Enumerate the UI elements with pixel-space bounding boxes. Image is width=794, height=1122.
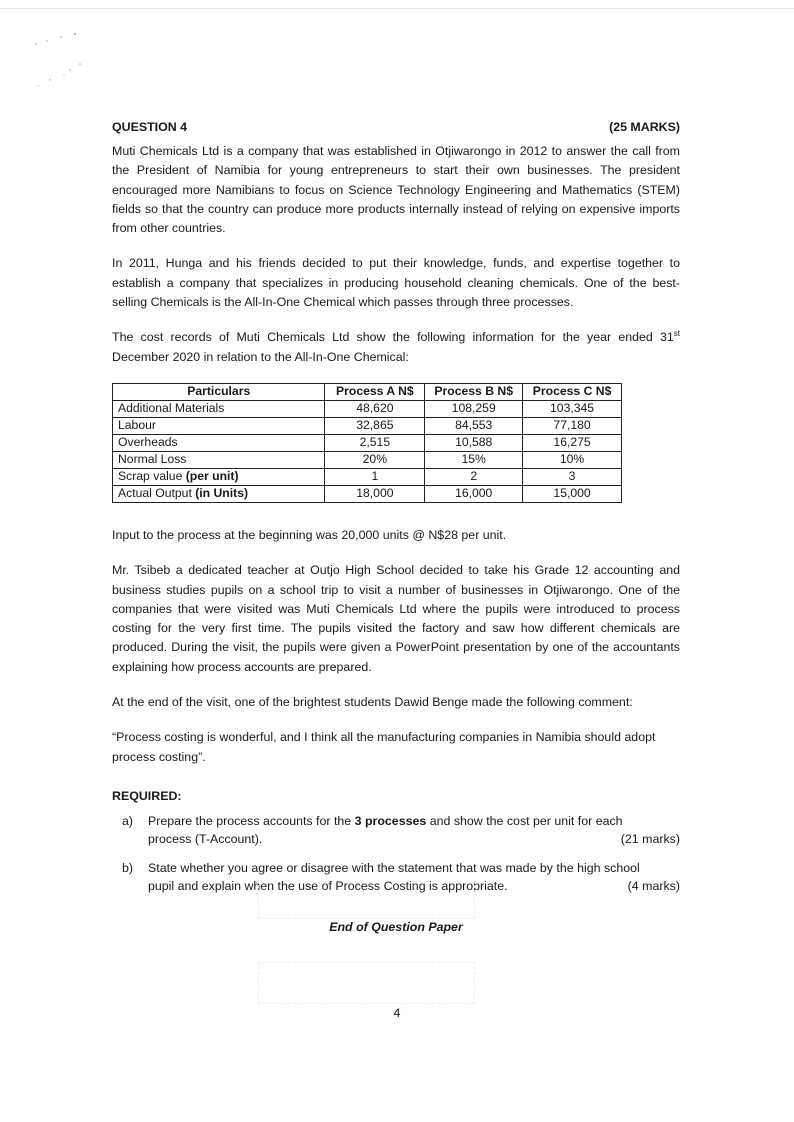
process-a-value: 1 <box>325 468 425 485</box>
item-letter: a) <box>122 813 134 828</box>
faint-stamp-mark <box>258 962 475 1004</box>
table-row <box>113 468 622 485</box>
table-row <box>113 417 622 434</box>
process-b-value: 108,259 <box>425 400 523 417</box>
process-a-value: 20% <box>325 451 425 468</box>
row-label: Normal Loss <box>113 451 325 468</box>
table-row <box>113 434 622 451</box>
process-c-value: 77,180 <box>523 417 622 434</box>
header-process-a: Process A N$ <box>325 383 425 400</box>
process-a-value: 2,515 <box>325 434 425 451</box>
cost-records-text: The cost records of Muti Chemicals Ltd show the following information for the year ended 31 <box>112 330 674 345</box>
process-a-value: 18,000 <box>325 485 425 502</box>
page-number: 4 <box>393 1006 401 1020</box>
end-of-paper: End of Question Paper <box>329 919 463 934</box>
process-c-value: 16,275 <box>523 434 622 451</box>
question-title: QUESTION 4 <box>112 120 188 134</box>
table-header-row <box>113 383 622 400</box>
paragraph-founders: In 2011, Hunga and his friends decided to put their knowledge, funds, and expertise together to establish a company that specializes in producing household cleaning chemicals. One of the best-selling Chemicals is the All-In-One Chemical which passes through three processes. <box>112 256 680 310</box>
table-row <box>113 400 622 417</box>
paragraph-input: Input to the process at the beginning was 20,000 units @ N$28 per unit. <box>112 527 507 542</box>
paragraph-company-background: Muti Chemicals Ltd is a company that was established in Otjiwarongo in 2012 to answer the call from the President of Namibia for young entrepreneurs to start their own businesses. The president encouraged more Namibians to focus on Science Technology Engineering and Mathematics (STEM) fields so that the country can produce more products internally instead of relying on expensive imports from other countries. <box>112 144 680 236</box>
required-title: REQUIRED: <box>112 788 182 803</box>
table-row <box>113 485 622 502</box>
process-cost-table <box>112 383 622 503</box>
process-b-value: 10,588 <box>425 434 523 451</box>
process-b-value: 16,000 <box>425 485 523 502</box>
item-b-marks: (4 marks) <box>627 879 680 894</box>
process-a-value: 32,865 <box>325 417 425 434</box>
row-label: Actual Output (in Units) <box>113 485 325 502</box>
table-row <box>113 451 622 468</box>
question-header <box>112 120 680 134</box>
paragraph-cost-records <box>112 328 680 367</box>
process-b-value: 84,553 <box>425 417 523 434</box>
item-letter: b) <box>122 860 134 875</box>
question-marks: (25 MARKS) <box>609 120 680 134</box>
row-label: Overheads <box>113 434 325 451</box>
header-particulars: Particulars <box>113 383 325 400</box>
ordinal-suffix: st <box>673 329 680 339</box>
row-label: Scrap value (per unit) <box>113 468 325 485</box>
question-content <box>112 120 680 934</box>
process-c-value: 10% <box>523 451 622 468</box>
faint-stamp-mark <box>258 880 475 919</box>
item-a-line1: Prepare the process accounts for the 3 processes and show the cost per unit for each <box>148 813 623 828</box>
item-a-line2: process (T-Account). <box>148 832 263 847</box>
process-a-value: 48,620 <box>325 400 425 417</box>
process-c-value: 15,000 <box>523 485 622 502</box>
required-item-a <box>122 812 680 849</box>
header-process-c: Process C N$ <box>523 383 622 400</box>
paragraph-visit-end: At the end of the visit, one of the brightest students Dawid Benge made the following comment: <box>112 695 633 710</box>
process-c-value: 3 <box>523 468 622 485</box>
cost-records-text-end: December 2020 in relation to the All-In-One Chemical: <box>112 349 409 364</box>
row-label: Labour <box>113 417 325 434</box>
process-b-value: 2 <box>425 468 523 485</box>
row-label: Additional Materials <box>113 400 325 417</box>
scan-edge-line <box>0 8 794 9</box>
item-b-line2: pupil and explain when the use of Process Costing is appropriate. <box>148 879 508 894</box>
header-process-b: Process B N$ <box>425 383 523 400</box>
process-c-value: 103,345 <box>523 400 622 417</box>
process-b-value: 15% <box>425 451 523 468</box>
item-b-line1: State whether you agree or disagree with the statement that was made by the high school <box>148 860 640 875</box>
paragraph-school-trip: Mr. Tsibeb a dedicated teacher at Outjo High School decided to take his Grade 12 accounting and business studies pupils on a school trip to visit a number of businesses in Otjiwarongo. One of the companies that were visited was Muti Chemicals Ltd where the pupils were introduced to process costing for the very first time. The pupils visited the factory and saw how different chemicals are produced. During the visit, the pupils were given a PowerPoint presentation by one of the accountants explaining how process accounts are prepared. <box>112 563 680 674</box>
item-a-marks: (21 marks) <box>620 832 680 847</box>
scan-specks <box>28 28 98 98</box>
paragraph-quote: “Process costing is wonderful, and I think all the manufacturing companies in Namibia should adopt process costing”. <box>112 730 656 764</box>
